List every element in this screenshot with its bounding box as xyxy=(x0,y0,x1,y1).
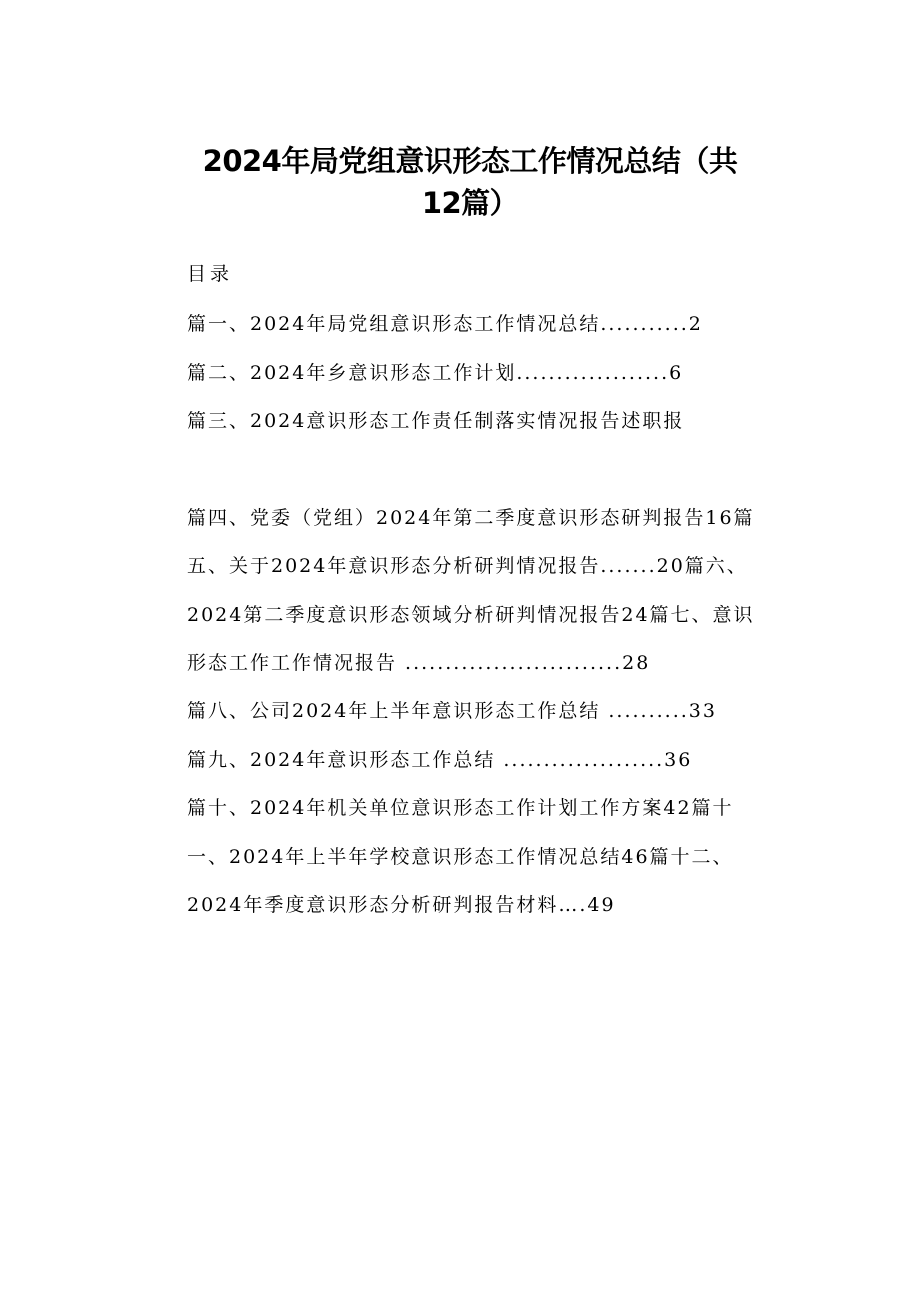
toc-entry-7: 形态工作工作情况报告 ...........................28 xyxy=(187,652,651,674)
toc-entry-6: 2024第二季度意识形态领域分析研判情况报告24篇七、意识 xyxy=(187,604,755,626)
document-title xyxy=(150,140,790,224)
toc-entry-2: 篇二、2024年乡意识形态工作计划...................6 xyxy=(187,362,684,384)
toc-entry-4: 篇四、党委（党组）2024年第二季度意识形态研判报告16篇 xyxy=(187,507,755,529)
document-title-line-2: 12篇） xyxy=(421,186,519,220)
toc-entry-9: 篇九、2024年意识形态工作总结 ....................36 xyxy=(187,749,693,771)
toc-entry-10: 篇十、2024年机关单位意识形态工作计划工作方案42篇十 xyxy=(187,797,734,819)
document-title-line-1: 2024年局党组意识形态工作情况总结（共 xyxy=(202,144,738,178)
toc-entry-3: 篇三、2024意识形态工作责任制落实情况报告述职报 xyxy=(187,410,685,432)
toc-entry-11: 一、2024年上半年学校意识形态工作情况总结46篇十二、 xyxy=(187,846,734,868)
toc-entry-1: 篇一、2024年局党组意识形态工作情况总结...........2 xyxy=(187,313,703,335)
toc-heading: 目录 xyxy=(187,263,234,285)
toc-entry-12: 2024年季度意识形态分析研判报告材料….49 xyxy=(187,894,616,916)
toc-entry-5: 五、关于2024年意识形态分析研判情况报告.......20篇六、 xyxy=(187,555,748,577)
toc-entry-8: 篇八、公司2024年上半年意识形态工作总结 ..........33 xyxy=(187,700,717,722)
